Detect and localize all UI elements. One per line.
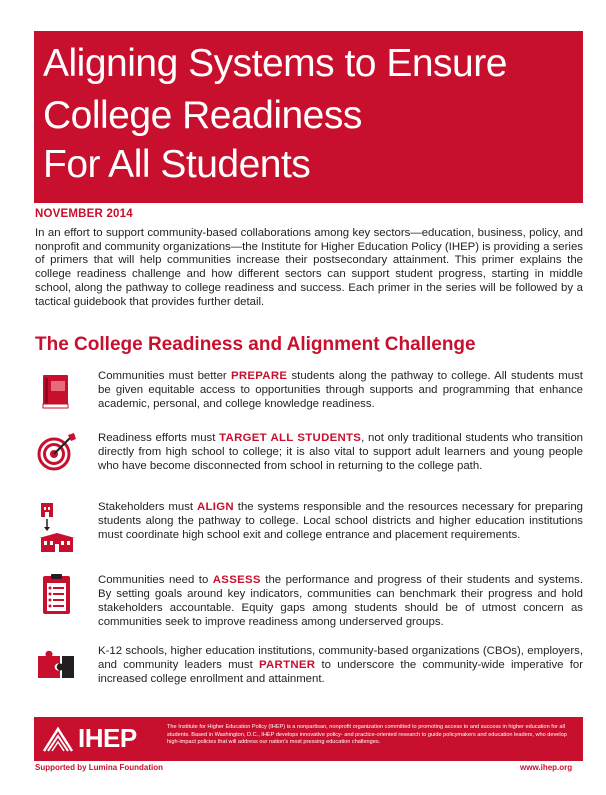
keyword-assess: ASSESS bbox=[212, 574, 261, 586]
title-line-1: Aligning Systems to Ensure bbox=[43, 42, 507, 85]
keyword-prepare: PREPARE bbox=[230, 370, 288, 382]
title-line-2: College Readiness bbox=[43, 94, 362, 137]
ihep-description: The Institute for Higher Education Policy (IHEP) is a nonpartisan, nonprofit organization committed to promoting access to and success in higher education for all students. Based in Washington, D.C., IHEP develops innovative policy- and practice-oriented research to guide policymakers and education leaders, who develop high-impact policies that will address our nation’s most pressing education challenges. bbox=[167, 724, 567, 746]
challenge-text-target: Readiness efforts must TARGET ALL STUDENTS, not only traditional students who transition directly from high school to college; it is also vital to support adult learners and young people who have become disconnected from school in returning to the college path. bbox=[98, 432, 583, 472]
challenge-text-align: Stakeholders must ALIGN the systems responsible and the resources necessary for preparing students along the pathway to college. Local school districts and higher education institutions must coordinate high school exit and college entrance and placement requirements. bbox=[98, 501, 584, 541]
book-icon bbox=[35, 369, 79, 413]
checklist-icon bbox=[35, 573, 79, 617]
keyword-align: ALIGN bbox=[196, 501, 234, 513]
section-heading: The College Readiness and Alignment Challenge bbox=[35, 334, 476, 355]
puzzle-icon bbox=[35, 644, 79, 688]
ihep-logo: IHEP bbox=[78, 723, 137, 753]
ihep-logo-icon bbox=[42, 725, 74, 755]
challenge-text-prepare: Communities must better PREPARE students along the pathway to college. All students must be given equitable access to opportunities through supports and programming that enhance academic, personal, and college knowledge readiness. bbox=[98, 370, 583, 410]
challenge-text-assess: Communities need to ASSESS the performance and progress of their students and systems. By setting goals around key indicators, communities can benchmark their progress and hold stakeholders accountable. Equity gaps among students should be of utmost concern as communities seek to improve readiness among underserved groups. bbox=[98, 574, 583, 628]
website-link[interactable]: www.ihep.org bbox=[520, 763, 573, 772]
footer-band bbox=[34, 717, 583, 761]
title-banner bbox=[34, 31, 583, 203]
school-to-college-icon bbox=[35, 500, 79, 556]
title-line-3: For All Students bbox=[43, 143, 311, 186]
supported-by: Supported by Lumina Foundation bbox=[35, 763, 163, 772]
intro-paragraph: In an effort to support community-based collaborations among key sectors—education, business, policy, and nonprofit and community organizations—the Institute for Higher Education Policy (IHEP) is providing a series of primers that will help communities increase their postsecondary attainment. This primer explains the college readiness challenge and how different sectors can support student progress, starting in middle school, along the pathway to college readiness and success. Each primer in the series will be followed by a tactical guidebook that provides further detail. bbox=[35, 227, 583, 308]
challenge-text-partner: K-12 schools, higher education institutions, community-based organizations (CBOs), employers, and community leaders must PARTNER to underscore the community-wide imperative for increased college enrollment and attainment. bbox=[98, 645, 583, 685]
target-icon bbox=[35, 431, 79, 475]
keyword-partner: PARTNER bbox=[258, 659, 316, 671]
keyword-target-all-students: TARGET ALL STUDENTS bbox=[219, 432, 362, 444]
publication-date: NOVEMBER 2014 bbox=[35, 208, 133, 220]
